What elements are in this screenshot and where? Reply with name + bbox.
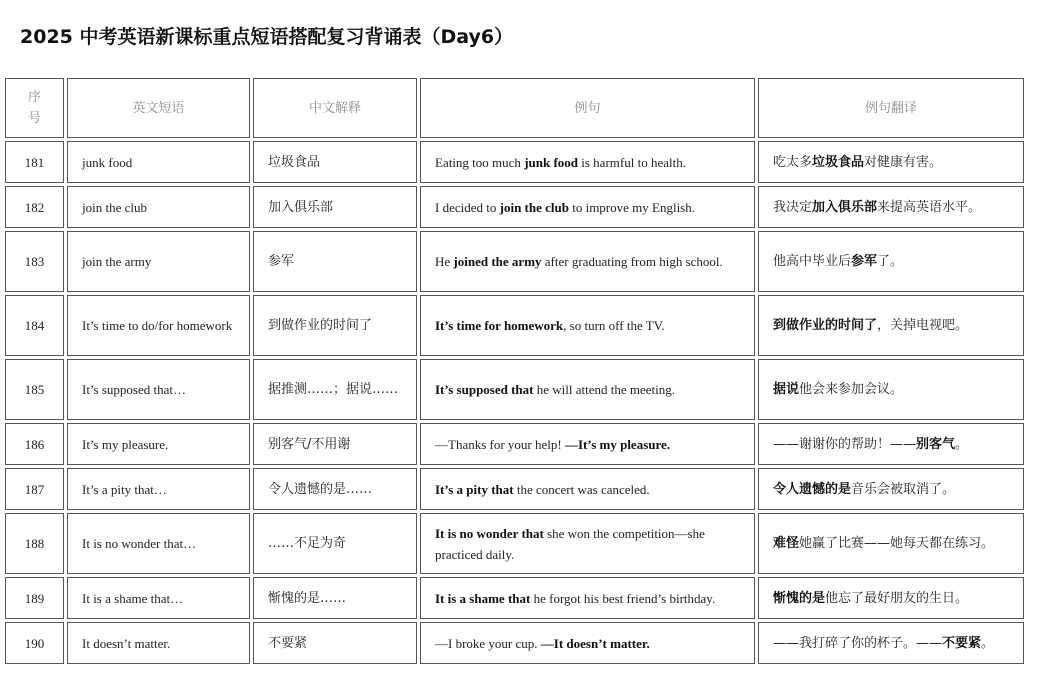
- highlighted-phrase: 别客气: [916, 436, 956, 452]
- translation-cell: [758, 513, 1024, 574]
- highlighted-phrase: It’s a pity that: [435, 481, 514, 497]
- highlighted-phrase: 据说: [773, 382, 800, 397]
- highlighted-phrase: It is a shame that: [435, 590, 531, 606]
- translation-cell: [758, 622, 1024, 664]
- page-title: 2025 中考英语新课标重点短语搭配复习背诵表（Day6）: [20, 26, 514, 48]
- row-number: 190: [5, 622, 64, 664]
- phrase-cell: It’s a pity that…: [67, 468, 250, 510]
- translation-cell: [758, 577, 1024, 619]
- text-segment: 音乐会被取消了。: [851, 481, 956, 497]
- header-phrase: 英文短语: [67, 78, 250, 138]
- row-number: 183: [5, 231, 64, 292]
- example-cell: [420, 141, 755, 183]
- meaning-cell: 参军: [253, 231, 417, 292]
- highlighted-phrase: 垃圾食品: [812, 154, 865, 170]
- text-segment: is harmful to health.: [578, 154, 686, 170]
- meaning-cell: ……不足为奇: [253, 513, 417, 574]
- table-row: [5, 231, 1024, 292]
- translation-cell: [758, 423, 1024, 465]
- text-segment: 他会来参加会议。: [799, 382, 904, 397]
- meaning-cell: 加入俱乐部: [253, 186, 417, 228]
- text-segment: he will attend the meeting.: [533, 382, 676, 397]
- example-cell: [420, 513, 755, 574]
- example-cell: [420, 295, 755, 356]
- table-row: [5, 141, 1024, 183]
- row-number: 186: [5, 423, 64, 465]
- highlighted-phrase: It is no wonder that: [435, 525, 544, 541]
- highlighted-phrase: join the club: [499, 199, 569, 215]
- highlighted-phrase: 参军: [851, 254, 878, 269]
- text-segment: he forgot his best friend’s birthday.: [530, 590, 716, 606]
- table-row: [5, 295, 1024, 356]
- example-cell: [420, 186, 755, 228]
- highlighted-phrase: —It’s my pleasure.: [564, 436, 671, 452]
- text-segment: after graduating from high school.: [541, 254, 723, 269]
- text-segment: 。: [981, 635, 995, 651]
- text-segment: ——我打碎了你的杯子。——: [773, 635, 943, 651]
- text-segment: 了。: [877, 254, 904, 269]
- row-number: 181: [5, 141, 64, 183]
- meaning-cell: 垃圾食品: [253, 141, 417, 183]
- header-row: [5, 78, 1024, 138]
- table-row: [5, 468, 1024, 510]
- text-segment: to improve my English.: [568, 199, 695, 215]
- meaning-cell: 不要紧: [253, 622, 417, 664]
- highlighted-phrase: 惭愧的是: [773, 590, 826, 606]
- header-translation: 例句翻译: [758, 78, 1024, 138]
- text-segment: 他忘了最好朋友的生日。: [825, 590, 969, 606]
- meaning-cell: 令人遗憾的是……: [253, 468, 417, 510]
- phrase-cell: It’s my pleasure.: [67, 423, 250, 465]
- table-row: [5, 513, 1024, 574]
- phrase-cell: join the club: [67, 186, 250, 228]
- row-number: 184: [5, 295, 64, 356]
- phrase-table: [2, 75, 1027, 667]
- row-number: 189: [5, 577, 64, 619]
- text-segment: I decided to: [435, 199, 500, 215]
- meaning-cell: 到做作业的时间了: [253, 295, 417, 356]
- text-segment: He: [435, 254, 454, 269]
- text-segment: 我决定: [773, 199, 813, 215]
- meaning-cell: 别客气/不用谢: [253, 423, 417, 465]
- translation-cell: [758, 231, 1024, 292]
- example-cell: [420, 231, 755, 292]
- header-example: 例句: [420, 78, 755, 138]
- phrase-cell: It is a shame that…: [67, 577, 250, 619]
- row-number: 188: [5, 513, 64, 574]
- phrase-cell: It is no wonder that…: [67, 513, 250, 574]
- example-cell: [420, 468, 755, 510]
- text-segment: ——谢谢你的帮助！——: [773, 436, 917, 452]
- highlighted-phrase: 难怪: [773, 536, 800, 551]
- example-cell: [420, 423, 755, 465]
- text-segment: Eating too much: [435, 154, 525, 170]
- translation-cell: [758, 359, 1024, 420]
- example-cell: [420, 622, 755, 664]
- table-row: [5, 359, 1024, 420]
- meaning-cell: 据推测……；据说……: [253, 359, 417, 420]
- highlighted-phrase: —It doesn’t matter.: [540, 635, 650, 651]
- text-segment: the concert was canceled.: [513, 481, 650, 497]
- text-segment: she won the competition—she practiced daily.: [435, 525, 705, 562]
- example-cell: [420, 577, 755, 619]
- phrase-cell: join the army: [67, 231, 250, 292]
- row-number: 185: [5, 359, 64, 420]
- row-number: 187: [5, 468, 64, 510]
- header-num: 序 号: [5, 78, 64, 138]
- text-segment: ，关掉电视吧。: [877, 318, 969, 333]
- highlighted-phrase: junk food: [524, 154, 579, 170]
- text-segment: 。: [955, 436, 969, 452]
- highlighted-phrase: 不要紧: [942, 635, 982, 651]
- highlighted-phrase: 令人遗憾的是: [773, 481, 852, 497]
- text-segment: 吃太多: [773, 154, 813, 170]
- text-segment: 她赢了比赛——她每天都在练习。: [799, 536, 995, 551]
- phrase-cell: It’s supposed that…: [67, 359, 250, 420]
- highlighted-phrase: 到做作业的时间了: [773, 318, 878, 333]
- example-cell: [420, 359, 755, 420]
- text-segment: —I broke your cup.: [435, 635, 541, 651]
- table-row: [5, 186, 1024, 228]
- table-row: [5, 622, 1024, 664]
- phrase-cell: It doesn’t matter.: [67, 622, 250, 664]
- highlighted-phrase: It’s time for homework: [435, 318, 564, 333]
- translation-cell: [758, 186, 1024, 228]
- text-segment: 来提高英语水平。: [877, 199, 982, 215]
- phrase-cell: junk food: [67, 141, 250, 183]
- meaning-cell: 惭愧的是……: [253, 577, 417, 619]
- text-segment: , so turn off the TV.: [563, 318, 665, 333]
- highlighted-phrase: It’s supposed that: [435, 382, 534, 397]
- text-segment: 对健康有害。: [864, 154, 943, 170]
- translation-cell: [758, 468, 1024, 510]
- text-segment: —Thanks for your help!: [435, 436, 565, 452]
- header-meaning: 中文解释: [253, 78, 417, 138]
- translation-cell: [758, 141, 1024, 183]
- phrase-cell: It’s time to do/for homework: [67, 295, 250, 356]
- table-row: [5, 423, 1024, 465]
- translation-cell: [758, 295, 1024, 356]
- highlighted-phrase: joined the army: [453, 254, 542, 269]
- highlighted-phrase: 加入俱乐部: [812, 199, 878, 215]
- row-number: 182: [5, 186, 64, 228]
- table-row: [5, 577, 1024, 619]
- text-segment: 他高中毕业后: [773, 254, 852, 269]
